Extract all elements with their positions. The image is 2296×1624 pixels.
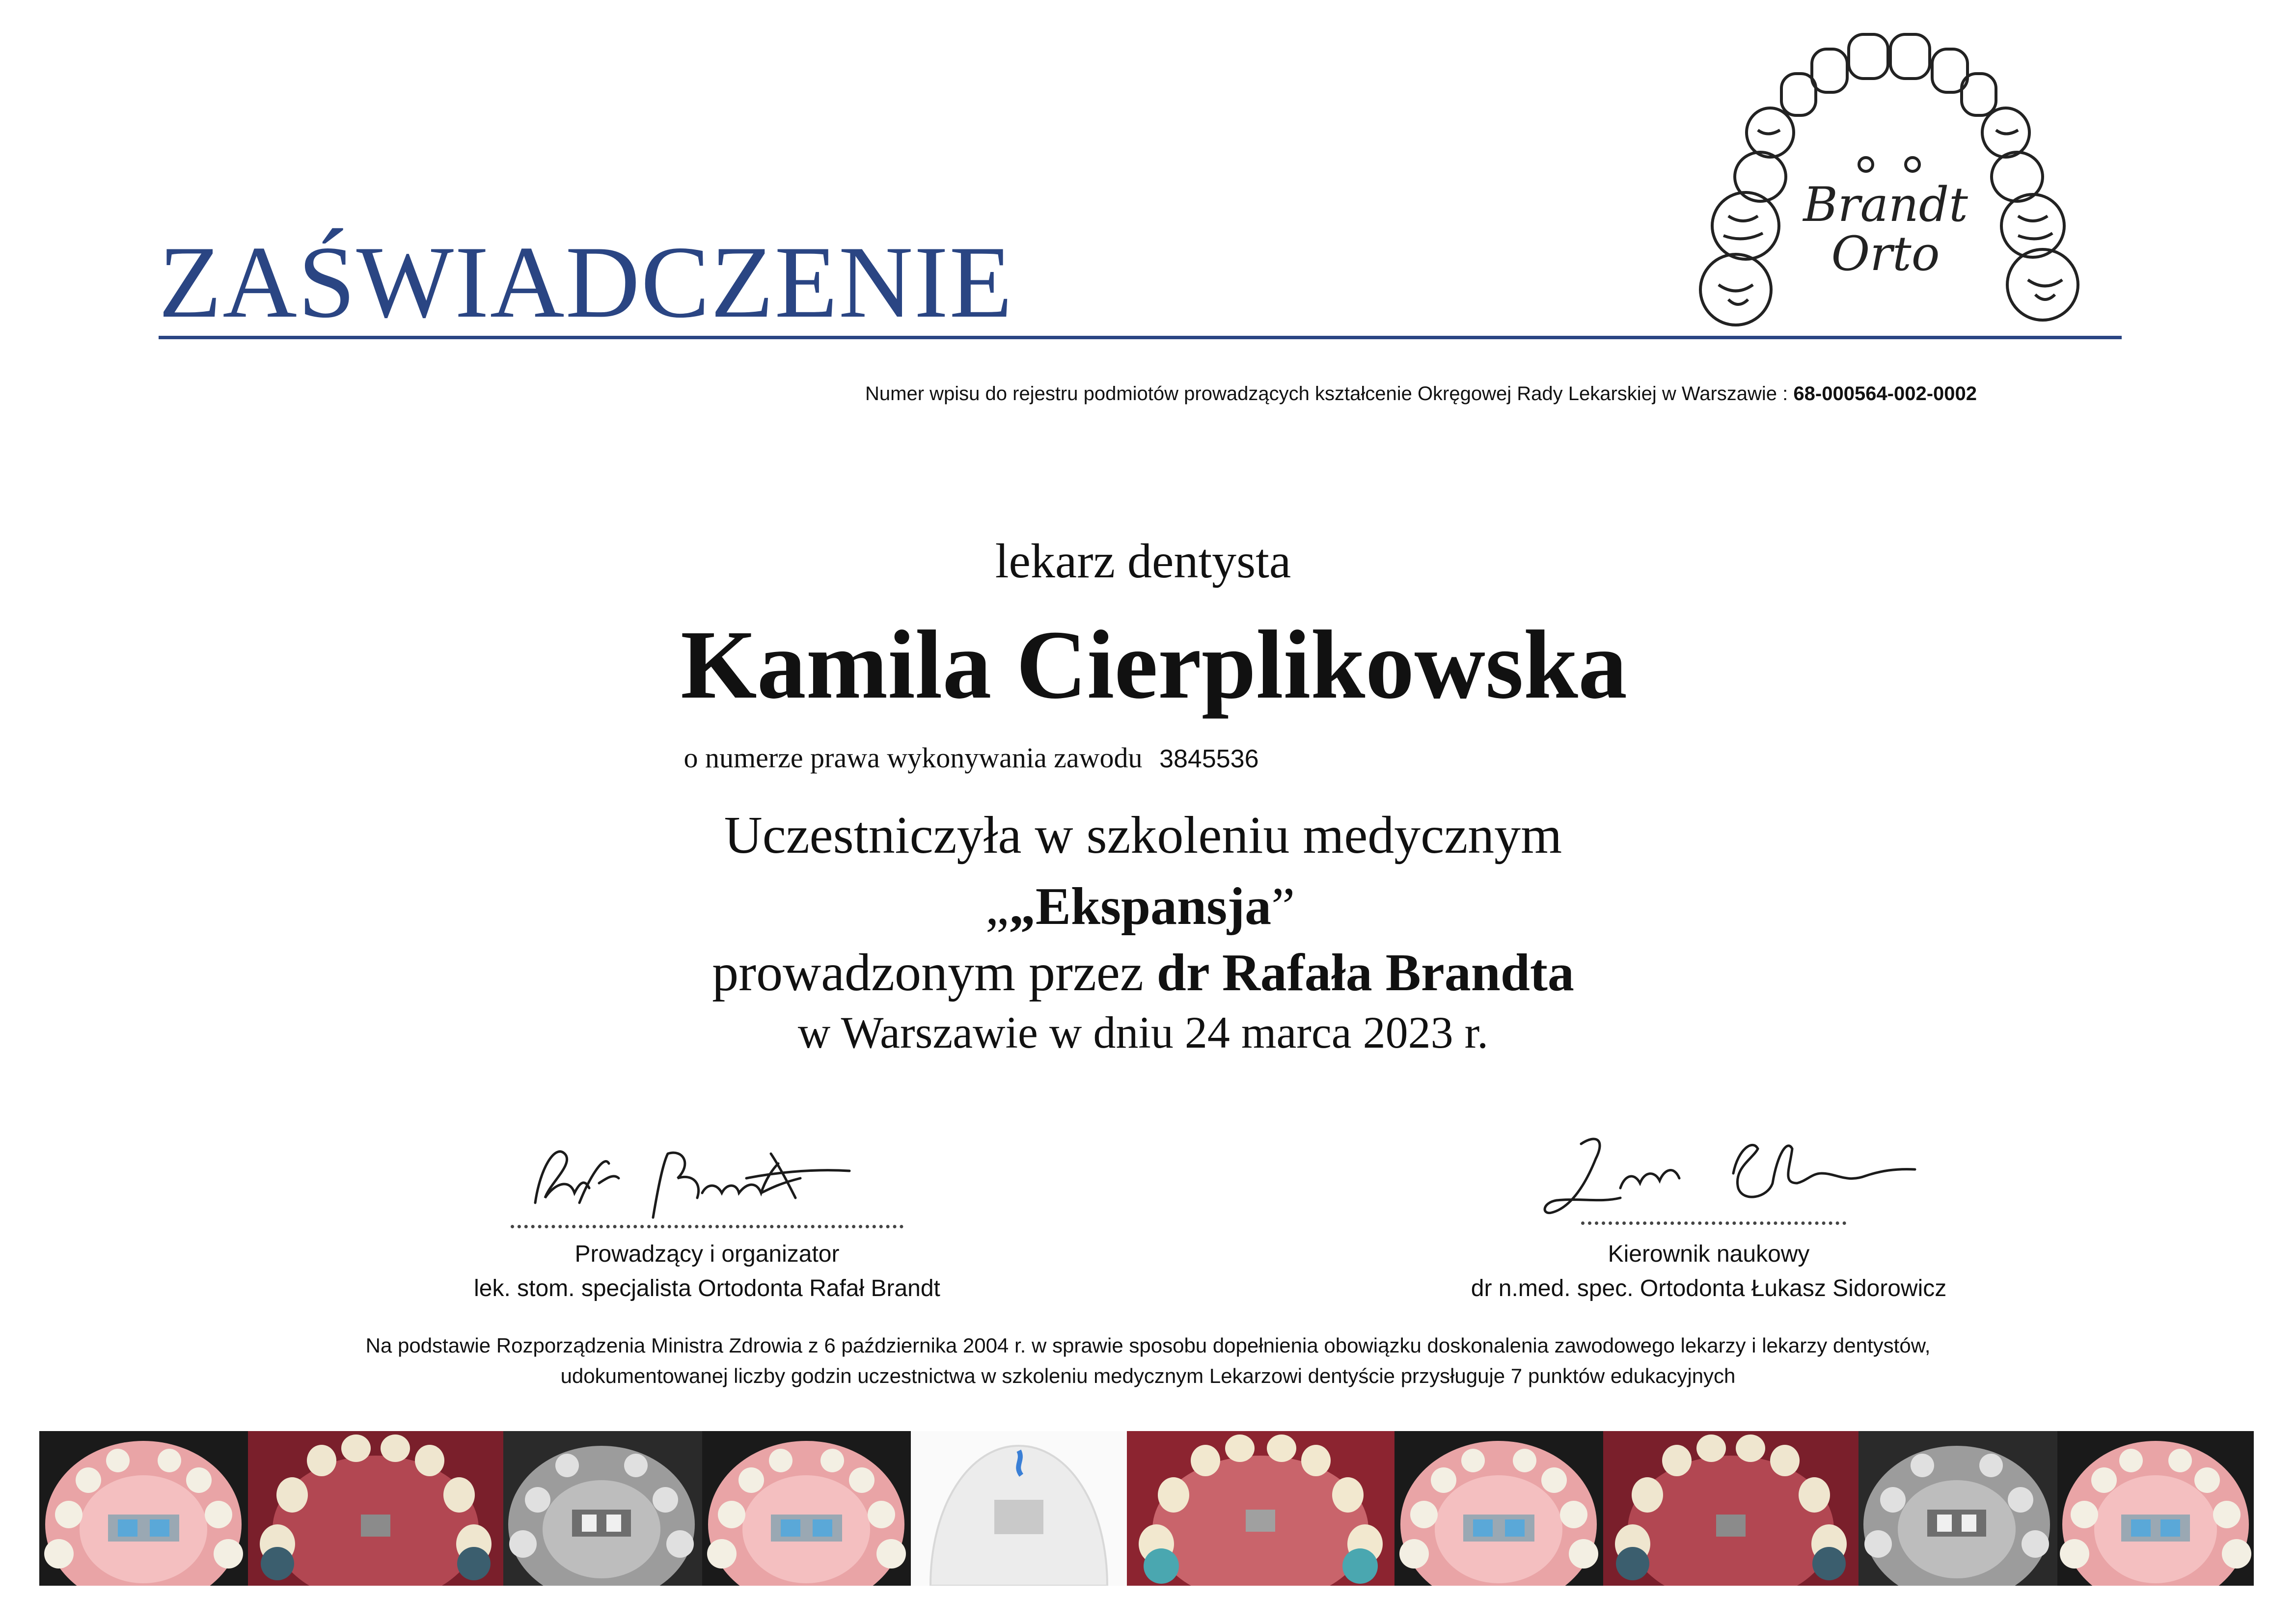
signature-line-left	[511, 1225, 903, 1228]
place-date: w Warszawie w dniu 24 marca 2023 r.	[797, 1007, 1489, 1057]
license-line	[0, 741, 2119, 774]
registry-number: 68-000564-002-0002	[1793, 383, 1977, 405]
led-by-label: prowadzonym przez	[712, 944, 1144, 1002]
registry-label: Numer wpisu do rejestru podmiotów prowadzących kształcenie Okręgowej Rady Lekarskiej w Warszawie :	[865, 383, 1788, 405]
model-photo	[1859, 1431, 2057, 1586]
registry-line	[865, 383, 1977, 405]
license-label: o numerze prawa wykonywania zawodu	[683, 742, 1143, 774]
signature-caption-right	[1414, 1237, 2003, 1306]
course-open-quote: „	[985, 877, 1009, 936]
signatory-role-right: Kierownik naukowy	[1608, 1241, 1810, 1267]
palate-photo	[1127, 1431, 1394, 1586]
legal-basis-line2: udokumentowanej liczby godzin uczestnictwa w szkoleniu medycznym Lekarzowi dentyście przysługuje 7 punktów edukacyjnych	[560, 1364, 1736, 1387]
signatory-name-left: lek. stom. specjalista Ortodonta Rafał Brandt	[474, 1275, 940, 1301]
palate-photo	[248, 1431, 503, 1586]
title-underline	[159, 336, 2122, 339]
course-title: „Ekspansja	[1009, 877, 1272, 936]
profession: lekarz dentysta	[995, 534, 1291, 588]
palate-photo	[1603, 1431, 1859, 1586]
license-number: 3845536	[1159, 745, 1259, 773]
expander-photo	[2057, 1431, 2254, 1586]
logo-line2: Orto	[1831, 226, 1940, 281]
signatory-role-left: Prowadzący i organizator	[574, 1241, 840, 1267]
led-by-line	[0, 943, 2291, 1003]
signature-caption-left	[412, 1237, 1002, 1306]
expander-photo	[702, 1431, 911, 1586]
signature-left-image	[506, 1124, 908, 1232]
expander-photo	[1394, 1431, 1603, 1586]
signature-line-right	[1581, 1221, 1846, 1225]
course-title-line	[0, 876, 2288, 937]
legal-basis-line1: Na podstawie Rozporządzenia Ministra Zdrowia z 6 października 2004 r. w sprawie sposobu dopełnienia obowiązku doskonalenia zawodowego lekarzy i lekarzy dentystów,	[365, 1334, 1931, 1357]
participant-name: Kamila Cierplikowska	[681, 611, 1627, 719]
model-photo	[503, 1431, 702, 1586]
signatory-name-right: dr n.med. spec. Ortodonta Łukasz Sidorowicz	[1471, 1275, 1947, 1301]
logo-line1: Brandt	[1803, 177, 1968, 232]
expander-photo	[39, 1431, 248, 1586]
led-by-name: dr Rafała Brandta	[1156, 944, 1574, 1002]
page-title: ZAŚWIADCZENIE	[159, 225, 1013, 339]
brandt-orto-logo	[1655, 20, 2121, 334]
photo-strip	[39, 1431, 2254, 1586]
signature-right-image	[1522, 1114, 1925, 1222]
legal-basis	[0, 1330, 2296, 1391]
participation-statement: Uczestniczyła w szkoleniu medycznym	[724, 806, 1562, 865]
course-close-quote: ”	[1271, 877, 1295, 936]
cast-photo	[911, 1431, 1127, 1586]
